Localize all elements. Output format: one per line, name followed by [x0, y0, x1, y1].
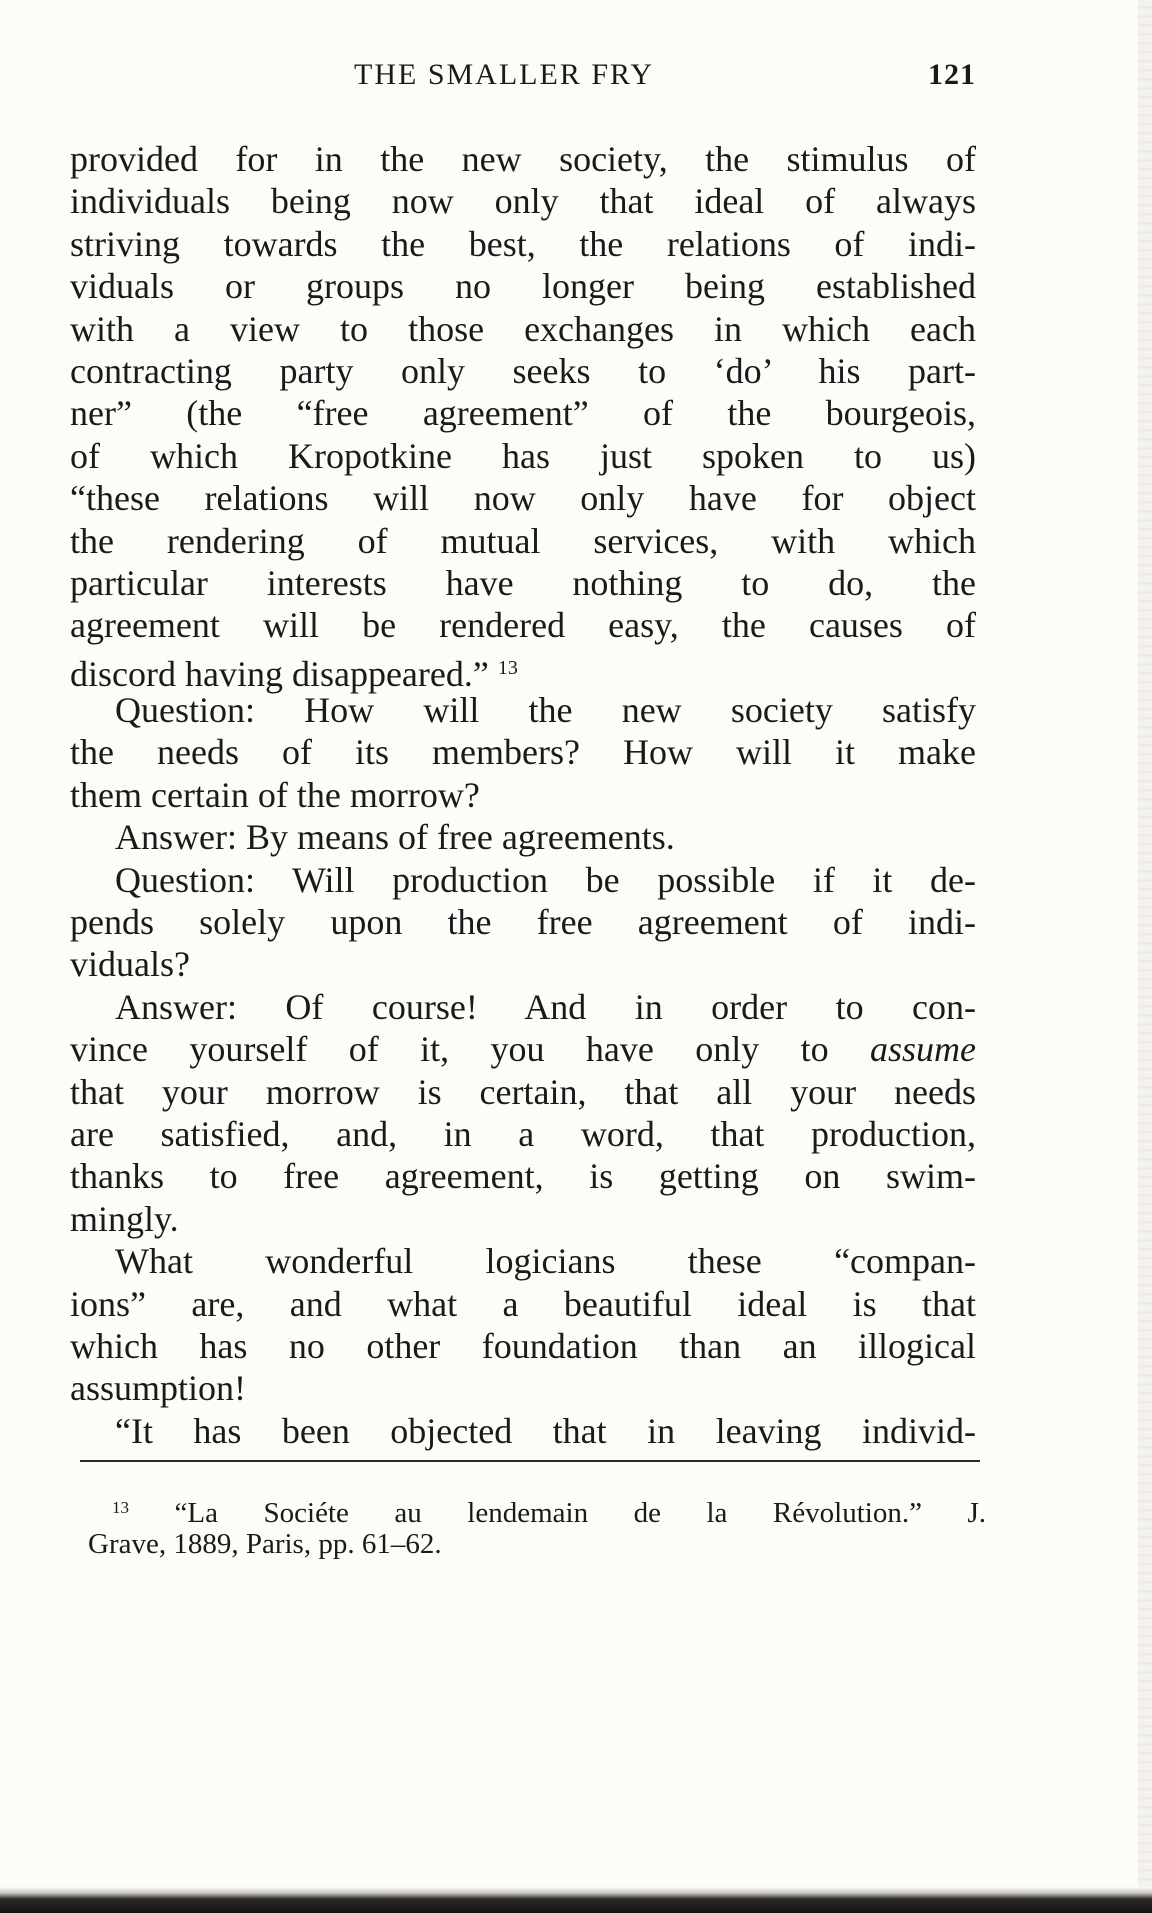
footnote-line: [88, 1490, 986, 1529]
text-line: are satisfied, and, in a word, that production,: [70, 1113, 976, 1154]
body-text: [70, 138, 976, 1452]
text-line: [70, 647, 976, 694]
emphasis-assume: assume: [870, 1029, 976, 1070]
text-line: individuals being now only that ideal of always: [70, 181, 976, 222]
scan-edge: [0, 1887, 1152, 1913]
text-line: provided for in the new society, the stimulus of: [70, 139, 976, 179]
footnote-marker: 13: [112, 1498, 129, 1517]
text-line: agreement will be rendered easy, the causes of: [70, 605, 976, 646]
page-number: 121: [928, 58, 976, 91]
text-line: thanks to free agreement, is getting on swim-: [70, 1156, 976, 1197]
running-head: [70, 58, 976, 98]
text-line: that your morrow is certain, that all your needs: [70, 1071, 976, 1112]
text-line: pends solely upon the free agreement of indi-: [70, 902, 976, 943]
footnote-reference: 13: [497, 656, 518, 679]
paragraph-objected: “It has been objected that in leaving individ-: [115, 1410, 976, 1451]
text-line: “these relations will now only have for object: [70, 478, 976, 519]
page-edge: [1138, 0, 1152, 1913]
text-line: them certain of the morrow?: [70, 774, 480, 815]
running-title: THE SMALLER FRY: [354, 58, 655, 91]
paragraph-answer-1: Answer: By means of free agreements.: [115, 817, 675, 858]
text-line: assumption!: [70, 1368, 246, 1409]
paragraph-question-1: Question: How will the new society satisfy: [115, 690, 976, 731]
paragraph-logicians: What wonderful logicians these “compan-: [115, 1241, 976, 1282]
text-line: mingly.: [70, 1198, 179, 1239]
text-line-content: discord having disappeared.”: [70, 653, 489, 694]
text-line-content: vince yourself of it, you have only to: [70, 1029, 829, 1070]
text-line: [70, 1028, 976, 1070]
paragraph-question-2: Question: Will production be possible if it de-: [115, 859, 976, 900]
text-line: ner” (the “free agreement” of the bourgeois,: [70, 393, 976, 434]
text-line: ions” are, and what a beautiful ideal is that: [70, 1283, 976, 1324]
text-line: the rendering of mutual services, with which: [70, 520, 976, 561]
text-line: the needs of its members? How will it make: [70, 732, 976, 773]
paragraph-answer-2: Answer: Of course! And in order to con-: [115, 986, 976, 1027]
footnote: [88, 1490, 986, 1562]
footnote-rule: [80, 1460, 980, 1462]
footnote-line: Grave, 1889, Paris, pp. 61–62.: [88, 1528, 442, 1560]
footnote-text: “La Sociéte au lendemain de la Révolution.” J.: [174, 1497, 986, 1529]
text-line: viduals or groups no longer being established: [70, 266, 976, 307]
text-line: viduals?: [70, 944, 190, 985]
text-line: striving towards the best, the relations of indi-: [70, 223, 976, 264]
text-line: which has no other foundation than an illogical: [70, 1325, 976, 1366]
text-line: particular interests have nothing to do, the: [70, 562, 976, 603]
text-line: contracting party only seeks to ‘do’ his part-: [70, 350, 976, 391]
text-line: with a view to those exchanges in which each: [70, 308, 976, 349]
text-line: of which Kropotkine has just spoken to us): [70, 435, 976, 476]
